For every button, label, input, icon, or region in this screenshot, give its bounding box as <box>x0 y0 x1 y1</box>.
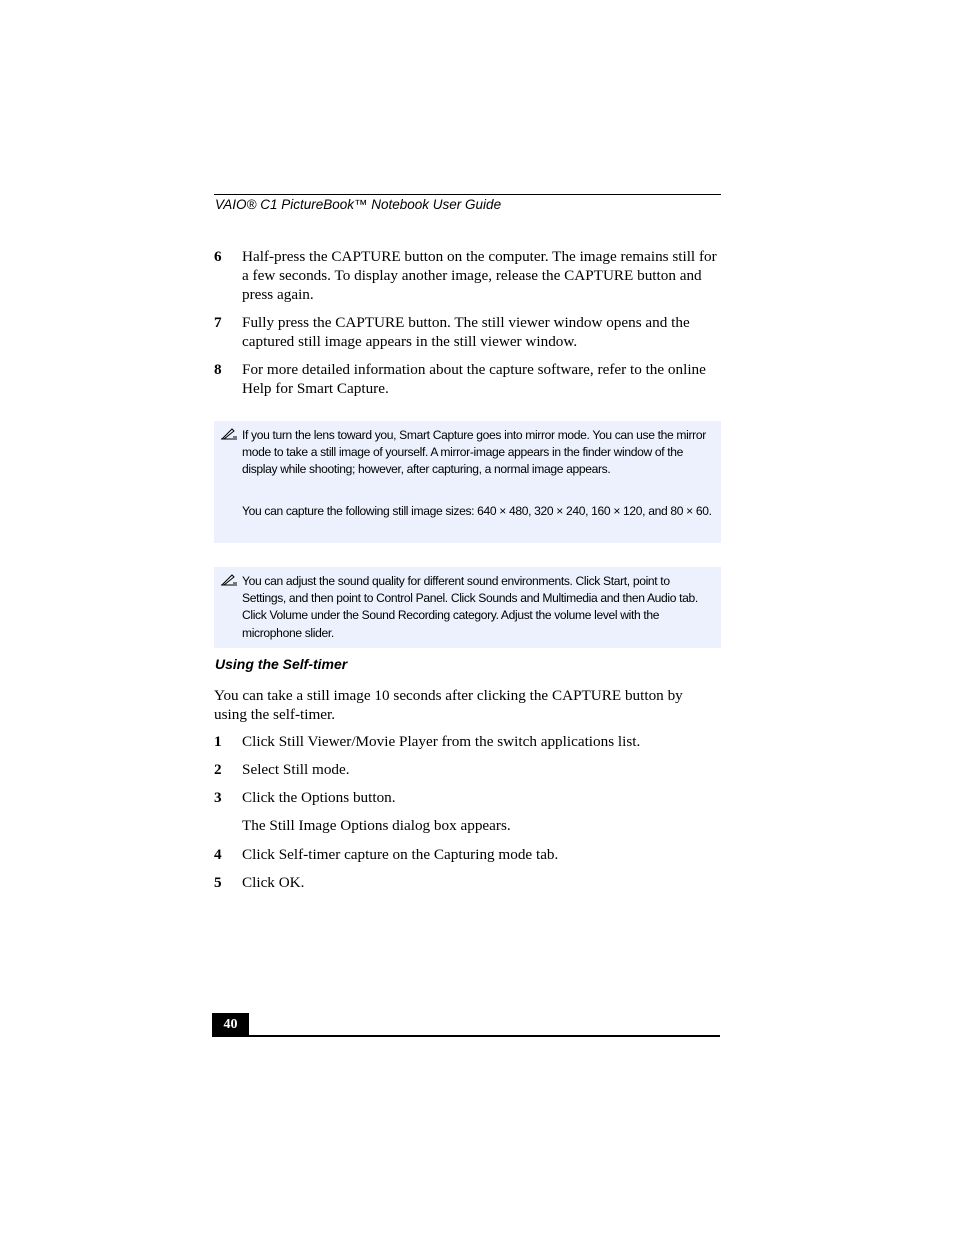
step-number: 7 <box>214 314 222 331</box>
step-number: 2 <box>214 761 222 778</box>
note-text: You can adjust the sound quality for different sound environments. Click Start, point to Settings, and then point to Control Panel. Click Sounds and Multimedia and then Audio tab. Click Volume under the Sound Recording category. Adjust the volume level with the microphone slider. <box>242 574 698 640</box>
step-3-result <box>214 816 720 835</box>
step-text: The Still Image Options dialog box appears. <box>242 817 511 834</box>
step-text: Fully press the CAPTURE button. The still viewer window opens and the captured still image appears in the still viewer window. <box>242 314 690 350</box>
step-number: 6 <box>214 248 222 265</box>
step-1 <box>214 732 720 751</box>
note-box-2 <box>214 567 721 648</box>
step-number: 3 <box>214 789 222 806</box>
step-number: 5 <box>214 874 222 891</box>
step-text: Half-press the CAPTURE button on the computer. The image remains still for a few seconds. To display another image, release the CAPTURE button and press again. <box>242 248 717 303</box>
pen-note-icon <box>220 428 238 440</box>
step-text: Select Still mode. <box>242 761 350 778</box>
pen-note-icon <box>220 574 238 586</box>
step-text: Click OK. <box>242 874 305 891</box>
step-number: 1 <box>214 733 222 750</box>
note-box-1 <box>214 421 721 543</box>
footer-rule <box>212 1035 720 1037</box>
step-8 <box>214 360 720 398</box>
note-text: If you turn the lens toward you, Smart Capture goes into mirror mode. You can use the mirror mode to take a still image of yourself. A mirror-image appears in the finder window of the display while shooting; however, after capturing, a normal image appears. <box>242 428 706 477</box>
note-text: You can capture the following still image sizes: 640 × 480, 320 × 240, 160 × 120, and 80 × 60. <box>242 504 712 518</box>
section-intro: You can take a still image 10 seconds after clicking the CAPTURE button by using the self-timer. <box>214 687 683 723</box>
step-2 <box>214 760 720 779</box>
page-number: 40 <box>212 1013 249 1036</box>
step-text: Click Self-timer capture on the Capturing mode tab. <box>242 846 559 863</box>
step-text: Click Still Viewer/Movie Player from the switch applications list. <box>242 733 641 750</box>
step-6 <box>214 247 720 304</box>
step-3 <box>214 788 720 807</box>
step-text: Click the Options button. <box>242 789 396 806</box>
header-rule <box>214 194 721 195</box>
step-number: 4 <box>214 846 222 863</box>
section-heading: Using the Self-timer <box>215 656 348 672</box>
step-text: For more detailed information about the capture software, refer to the online Help for Smart Capture. <box>242 361 706 397</box>
step-number: 8 <box>214 361 222 378</box>
step-5 <box>214 873 720 892</box>
step-7 <box>214 313 720 351</box>
step-4 <box>214 845 720 864</box>
running-head: VAIO® C1 PictureBook™ Notebook User Guide <box>215 197 502 212</box>
